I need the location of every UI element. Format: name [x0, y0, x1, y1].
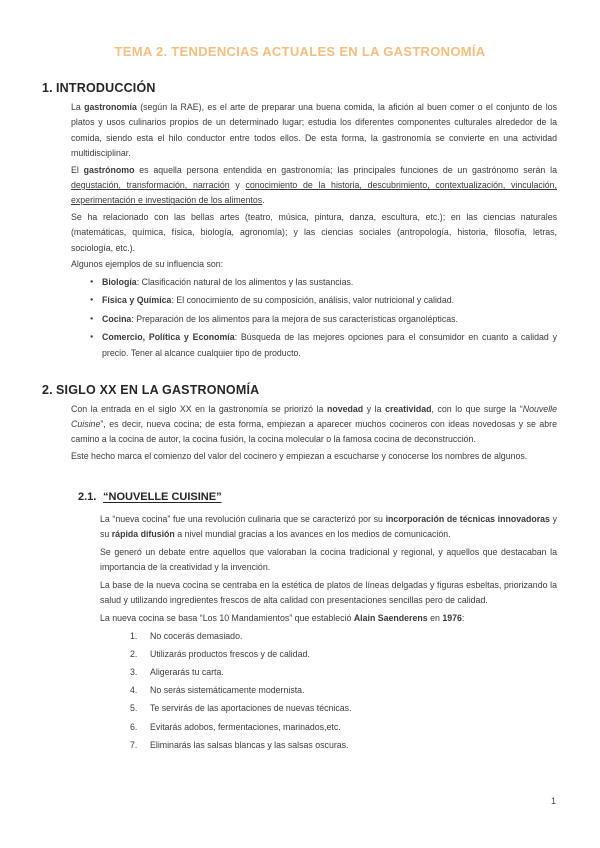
text-run: es aquella persona entendida en gastronomía; las principales funciones de un gastrónomo serán la [134, 164, 557, 175]
item-text: Aligerarás tu carta. [150, 667, 224, 678]
bullet-item [90, 330, 557, 361]
text-run: : El conocimiento de su composición, análisis, valor nutricional y calidad. [171, 295, 455, 306]
text-run: Física y Química [102, 295, 172, 306]
text-run: novedad [326, 403, 364, 414]
numbered-item [130, 665, 557, 680]
text-run: Comercio, Política y Economía [102, 332, 235, 343]
text-run: . [262, 195, 265, 206]
bullet-text [102, 330, 557, 361]
bullet-text [102, 275, 557, 290]
text-run: La “nueva cocina” fue una revolución culinaria que se caracterizó por su [100, 513, 386, 524]
section-heading [42, 81, 557, 96]
document-body [0, 81, 600, 753]
numbered-item [130, 701, 557, 716]
paragraph [100, 545, 557, 576]
item-number: 2. [130, 649, 138, 660]
section-heading [42, 383, 557, 398]
numbered-item [130, 629, 557, 644]
heading-text: “NOUVELLE CUISINE” [103, 490, 222, 503]
text-run: gastronomía [84, 102, 137, 112]
item-text: No serás sistemáticamente modernista. [150, 685, 305, 696]
document-title: TEMA 2. TENDENCIAS ACTUALES EN LA GASTRONOMÍA [114, 44, 486, 59]
bullet-icon: ● [90, 297, 94, 304]
text-run: y la [363, 403, 386, 414]
paragraph [71, 210, 557, 256]
numbered-item [130, 738, 557, 753]
bullet-item [90, 293, 557, 308]
text-run: rápida difusión [111, 528, 175, 539]
text-run: : [461, 612, 465, 623]
item-number: 3. [130, 667, 138, 678]
text-run: y [229, 179, 246, 190]
item-text: No cocerás demasiado. [150, 631, 243, 642]
text-run: en [427, 612, 443, 623]
text-run: a nivel mundial gracias a los avances en los medios de comunicación. [174, 528, 451, 539]
bullet-text [102, 293, 557, 308]
item-text: Eliminarás las salsas blancas y las salsas oscuras. [150, 739, 349, 750]
text-run: (según la RAE), es el arte de preparar una buena comida, la afición al buen comer o el conjunto de los platos y usos culinarios propios de un determinado lugar; estudia los diferentes componentes culturales alrededor de la comida, siendo esta el hilo conductor entre todos ellos. De esta forma, la gastronomía se convierte en una actividad multidisciplinar. [71, 102, 557, 158]
text-run: degustación, transformación, narración [71, 179, 230, 190]
text-run: Con la entrada en el siglo XX en la gastronomía se priorizó la [71, 403, 327, 414]
paragraph [71, 257, 557, 272]
text-run: incorporación de técnicas innovadoras [385, 513, 550, 524]
numbered-item [130, 647, 557, 662]
heading-text: SIGLO XX EN LA GASTRONOMÍA [56, 382, 260, 397]
text-run: La [71, 102, 85, 112]
text-run: Este hecho marca el comienzo del valor del cocinero y empiezan a escucharse y conocerse los nombres de algunos. [71, 451, 528, 462]
numbered-item [130, 683, 557, 698]
text-run: , con lo que surge la “ [431, 403, 523, 414]
subsection-heading [78, 491, 557, 504]
text-run: ”, es decir, nueva cocina; de esta forma, empiezan a aparecer muchos cocineros con ideas novedosas y se abre camino a la cocina de autor, la cocina fusión, la cocina molecular o la famosa cocina de deconstrucción. [71, 419, 557, 445]
text-run: La nueva cocina se basa “Los 10 Mandamientos” que estableció [100, 612, 354, 623]
bullet-icon: ● [90, 334, 94, 341]
item-text: Utilizarás productos frescos y de calidad. [150, 649, 310, 660]
text-run: : Búsqueda de las mejores opciones para el consumidor en cuanto a calidad y precio. Tener al alcance cualquier tipo de producto. [102, 332, 557, 358]
page-number: 1 [550, 796, 556, 806]
text-run: : Clasificación natural de los alimentos y las sustancias. [136, 276, 354, 287]
heading-number: 2. [42, 382, 53, 397]
paragraph [71, 100, 557, 161]
text-run: Biología [102, 276, 137, 287]
text-run: Alain Saenderens [353, 612, 428, 623]
paragraph [71, 449, 557, 464]
paragraph [71, 163, 557, 209]
text-run: gastrónomo [83, 164, 135, 175]
paragraph [100, 578, 557, 609]
item-text: Evitarás adobos, fermentaciones, marinados,etc. [150, 721, 341, 732]
text-run: : Preparación de los alimentos para la mejora de sus características organolépticas. [131, 313, 458, 324]
heading-number: 2.1. [78, 490, 97, 503]
item-number: 6. [130, 721, 138, 732]
bullet-icon: ● [90, 278, 94, 285]
text-run: conocimiento de la historia, descubrimiento, contextualización, vinculación, experimentación e investigación de los alimentos [71, 179, 557, 206]
item-text: Te servirás de las aportaciones de nuevas técnicas. [150, 703, 352, 714]
bullet-icon: ● [90, 315, 94, 322]
text-run: Se ha relacionado con las bellas artes (teatro, música, pintura, danza, escultura, etc.); en las ciencias naturales (matemáticas, química, física, biología, agronomía); y las ciencias sociales (antropología, historia, filosofía, letras, sociología, etc.). [71, 212, 557, 253]
numbered-list [130, 629, 557, 753]
paragraph [71, 402, 557, 448]
text-run: y su [100, 513, 557, 539]
text-run: Nouvelle Cuisine [71, 403, 557, 430]
text-run: creatividad [385, 403, 432, 414]
text-run: Cocina [102, 313, 132, 324]
bullet-list [90, 275, 557, 361]
item-number: 4. [130, 685, 138, 696]
paragraph [100, 611, 557, 626]
heading-number: 1. [42, 81, 53, 95]
text-run: 1976 [442, 612, 462, 623]
text-run: Se generó un debate entre aquellos que valoraban la cocina tradicional y regional, y aquellos que destacaban la importancia de la creatividad y la invención. [100, 546, 557, 572]
item-number: 5. [130, 703, 138, 714]
text-run: La base de la nueva cocina se centraba en la estética de platos de líneas delgadas y figuras esbeltas, priorizando la salud y utilizando ingredientes frescos de alta calidad con presentaciones sencillas pero de calidad. [100, 579, 557, 605]
item-number: 7. [130, 739, 138, 750]
item-number: 1. [130, 631, 138, 642]
bullet-text [102, 312, 557, 327]
text-run: El [71, 164, 84, 175]
heading-text: INTRODUCCIÓN [56, 81, 156, 95]
paragraph [100, 512, 557, 543]
numbered-item [130, 720, 557, 735]
text-run: Algunos ejemplos de su influencia son: [71, 259, 224, 270]
bullet-item [90, 275, 557, 290]
bullet-item [90, 312, 557, 327]
